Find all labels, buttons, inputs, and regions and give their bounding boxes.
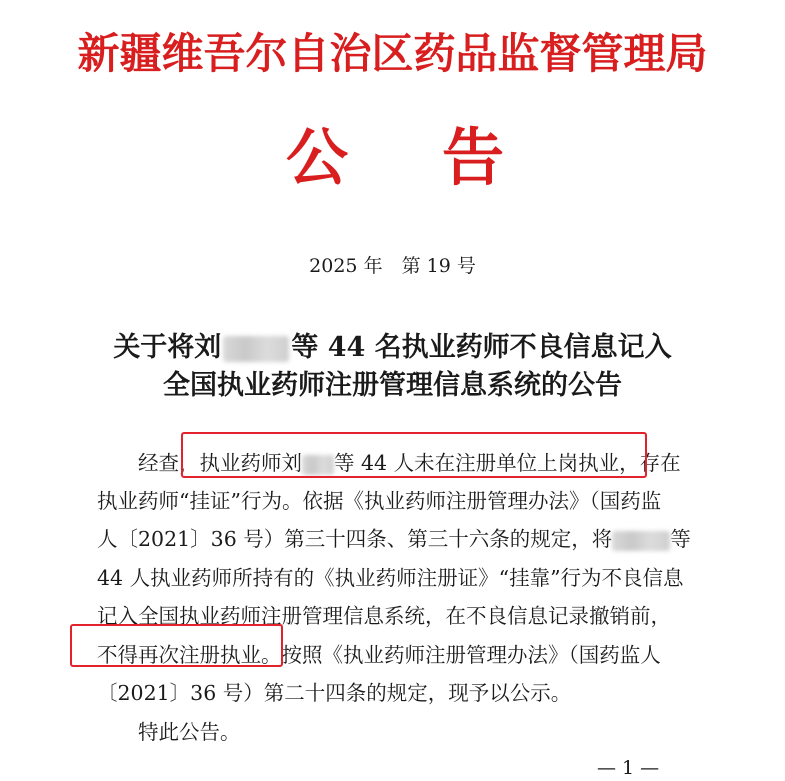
page-number: — 1 —: [597, 757, 660, 779]
body-paragraph-line-5: 记入全国执业药师注册管理信息系统，在不良信息记录撤销前，: [97, 604, 671, 628]
doc-type-char-1: 公: [286, 121, 349, 194]
redacted-name: [223, 336, 289, 362]
redacted-name: [612, 531, 670, 551]
body-paragraph-line-6: 不得再次注册执业。按照《执业药师注册管理办法》（国药监人: [97, 643, 661, 667]
closing-statement: 特此公告。: [138, 720, 241, 744]
body-paragraph-line-2: 执业药师“挂证”行为。依据《执业药师注册管理办法》（国药监: [97, 489, 662, 513]
title-text-start: 关于将刘: [113, 332, 222, 363]
agency-header: 新疆维吾尔自治区药品监督管理局: [77, 29, 708, 78]
body-paragraph-line-4: 44 人执业药师所持有的《执业药师注册证》“挂靠”行为不良信息: [97, 566, 684, 590]
body-paragraph-line-7: 〔2021〕36 号）第二十四条的规定，现予以公示。: [97, 681, 572, 705]
title-text-end: 等 44 名执业药师不良信息记入: [291, 332, 672, 363]
body-line-1-start: 经查，执业药师刘: [138, 451, 302, 475]
highlight-box-not-at-post: [181, 432, 647, 478]
body-paragraph-line-3: [97, 524, 697, 554]
doc-number: 2025 年 第 19 号: [309, 255, 476, 277]
highlight-box-no-reregistration: [70, 624, 283, 667]
notice-title-line-1: [0, 328, 785, 368]
body-line-3-start: 人〔2021〕36 号）第三十四条、第三十六条的规定，将: [97, 527, 613, 551]
doc-type-char-2: 告: [442, 121, 505, 194]
body-line-1-end: 等 44 人未在注册单位上岗执业，存在: [334, 451, 681, 475]
body-line-3-end: 等: [670, 527, 691, 551]
notice-title-line-2: 全国执业药师注册管理信息系统的公告: [163, 370, 622, 401]
